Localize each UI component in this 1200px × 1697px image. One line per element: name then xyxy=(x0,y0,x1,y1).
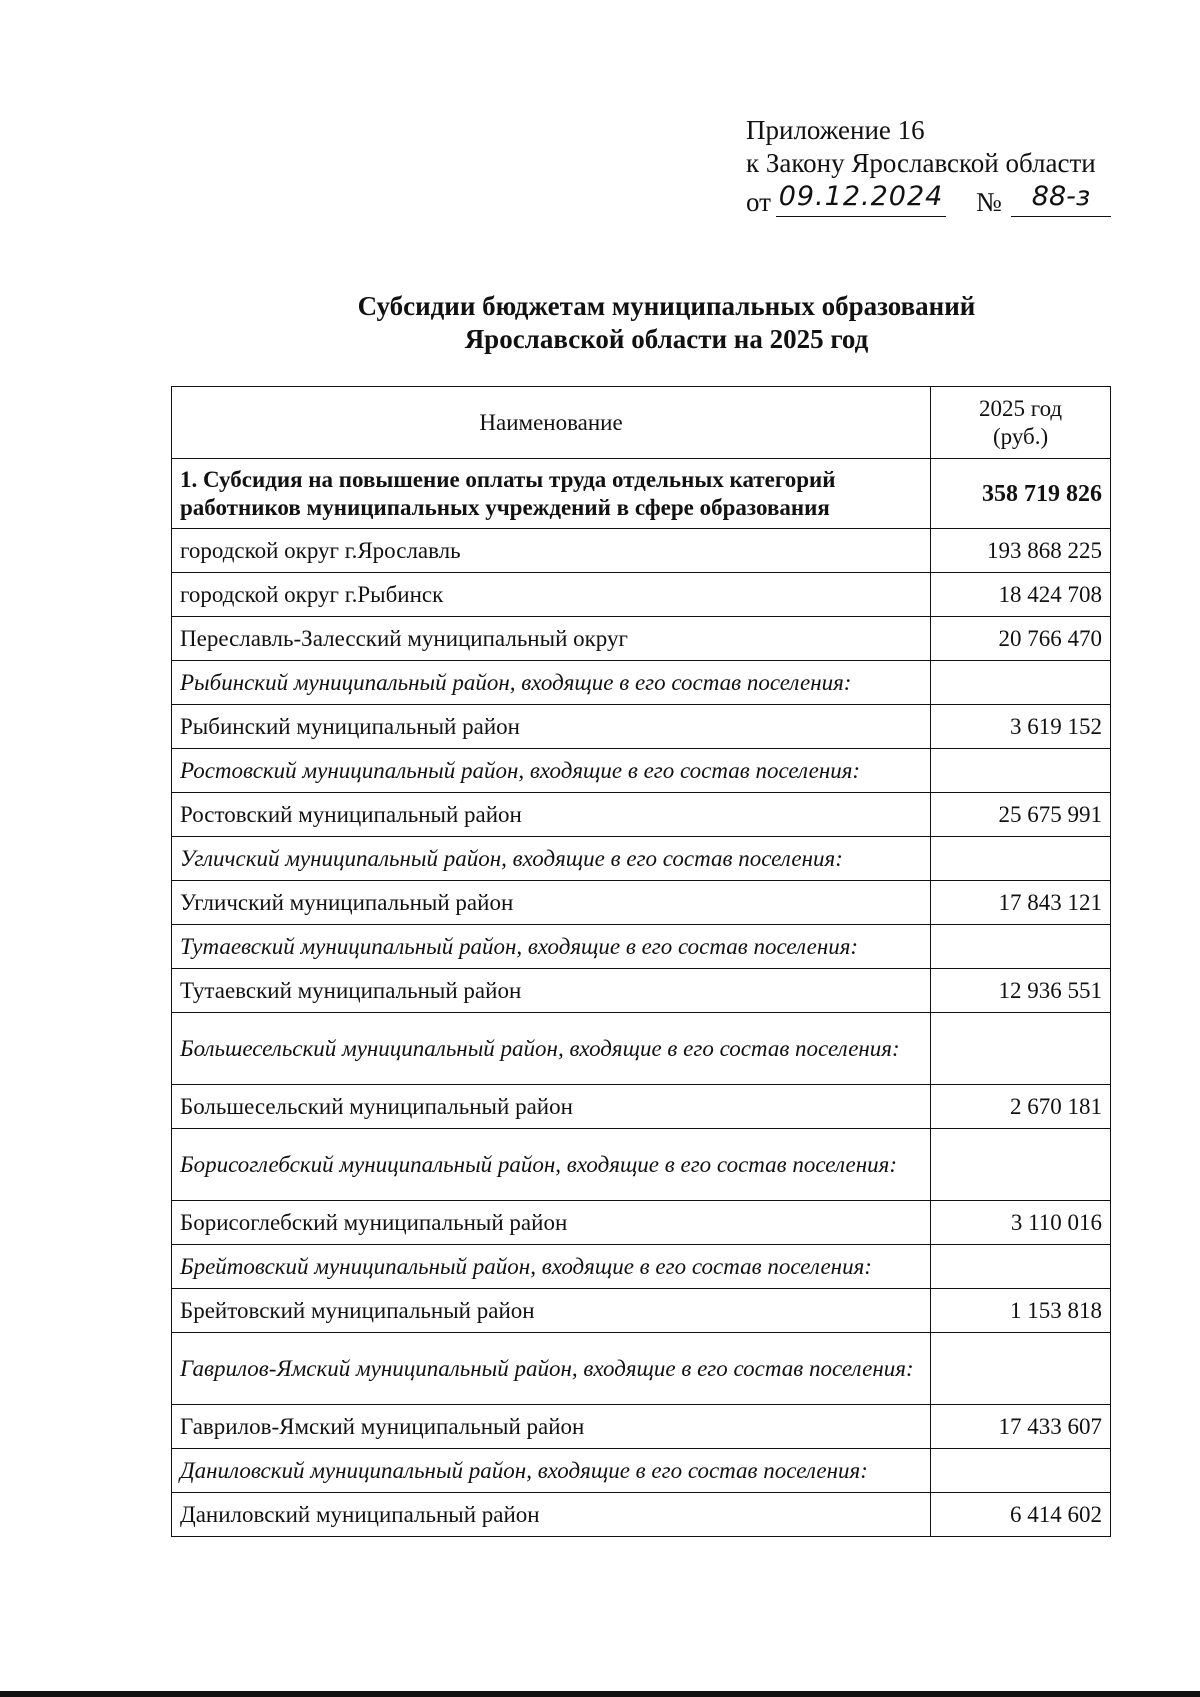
date-prefix: от xyxy=(746,187,771,217)
row-name: городской округ г.Рыбинск xyxy=(172,573,931,617)
table-row xyxy=(172,1245,1111,1289)
annex-line1: Приложение 16 xyxy=(746,115,925,145)
row-value: 193 868 225 xyxy=(931,529,1111,573)
row-name: Угличский муниципальный район, входящие в его состав поселения: xyxy=(172,837,931,881)
table-row xyxy=(172,705,1111,749)
title-line2: Ярославской области на 2025 год xyxy=(464,324,869,354)
table-row xyxy=(172,1201,1111,1245)
handwritten-date: 09.12.2024 xyxy=(776,180,946,217)
row-name: Тутаевский муниципальный район, входящие в его состав поселения: xyxy=(172,925,931,969)
row-value: 6 414 602 xyxy=(931,1493,1111,1537)
row-name: Угличский муниципальный район xyxy=(172,881,931,925)
table-row xyxy=(172,1129,1111,1201)
row-name: Борисоглебский муниципальный район xyxy=(172,1201,931,1245)
number-sign: № xyxy=(976,187,1002,217)
row-name: Брейтовский муниципальный район, входящие в его состав поселения: xyxy=(172,1245,931,1289)
row-value: 17 433 607 xyxy=(931,1405,1111,1449)
row-value: 17 843 121 xyxy=(931,881,1111,925)
table-row xyxy=(172,1085,1111,1129)
annex-date-line xyxy=(746,181,1096,226)
table-row xyxy=(172,661,1111,705)
table-row xyxy=(172,1449,1111,1493)
table-row xyxy=(172,573,1111,617)
annex-line2: к Закону Ярославской области xyxy=(746,148,1096,178)
page-bottom-edge xyxy=(0,1691,1200,1697)
row-name: 1. Субсидия на повышение оплаты труда отдельных категорий работников муниципальных учреждений в сфере образования xyxy=(172,459,931,529)
table-row xyxy=(172,925,1111,969)
row-value: 12 936 551 xyxy=(931,969,1111,1013)
handwritten-number: 88-з xyxy=(1011,180,1111,217)
header-name: Наименование xyxy=(172,387,931,459)
table-body xyxy=(172,459,1111,1537)
row-name: Тутаевский муниципальный район xyxy=(172,969,931,1013)
row-value: 3 619 152 xyxy=(931,705,1111,749)
row-name: Большесельский муниципальный район, входящие в его состав поселения: xyxy=(172,1013,931,1085)
row-value: 1 153 818 xyxy=(931,1289,1111,1333)
table-row xyxy=(172,969,1111,1013)
row-name: Борисоглебский муниципальный район, входящие в его состав поселения: xyxy=(172,1129,931,1201)
title-line1: Субсидии бюджетам муниципальных образований xyxy=(357,291,976,321)
header-value xyxy=(931,387,1111,459)
row-name: городской округ г.Ярославль xyxy=(172,529,931,573)
header-value-unit: (руб.) xyxy=(992,423,1049,449)
table-row xyxy=(172,881,1111,925)
row-value xyxy=(931,925,1111,969)
row-name: Рыбинский муниципальный район xyxy=(172,705,931,749)
row-value xyxy=(931,1245,1111,1289)
annex-block xyxy=(746,114,1096,226)
row-value xyxy=(931,661,1111,705)
table-header-row xyxy=(172,387,1111,459)
row-name: Рыбинский муниципальный район, входящие в его состав поселения: xyxy=(172,661,931,705)
document-title xyxy=(0,290,1200,356)
table-row xyxy=(172,1493,1111,1537)
table-row xyxy=(172,1289,1111,1333)
row-value xyxy=(931,749,1111,793)
row-value: 25 675 991 xyxy=(931,793,1111,837)
row-name: Гаврилов-Ямский муниципальный район xyxy=(172,1405,931,1449)
table-row xyxy=(172,459,1111,529)
row-name: Ростовский муниципальный район xyxy=(172,793,931,837)
row-value xyxy=(931,837,1111,881)
table-row xyxy=(172,1333,1111,1405)
row-name: Даниловский муниципальный район, входящие в его состав поселения: xyxy=(172,1449,931,1493)
row-value: 358 719 826 xyxy=(931,459,1111,529)
row-value xyxy=(931,1013,1111,1085)
row-name: Ростовский муниципальный район, входящие в его состав поселения: xyxy=(172,749,931,793)
table-row xyxy=(172,1013,1111,1085)
row-name: Переславль-Залесский муниципальный округ xyxy=(172,617,931,661)
row-value xyxy=(931,1129,1111,1201)
row-name: Гаврилов-Ямский муниципальный район, входящие в его состав поселения: xyxy=(172,1333,931,1405)
table-row xyxy=(172,1405,1111,1449)
table-row xyxy=(172,793,1111,837)
table-row xyxy=(172,837,1111,881)
row-value: 18 424 708 xyxy=(931,573,1111,617)
row-name: Большесельский муниципальный район xyxy=(172,1085,931,1129)
table-row xyxy=(172,529,1111,573)
row-value: 20 766 470 xyxy=(931,617,1111,661)
row-value xyxy=(931,1449,1111,1493)
table-row xyxy=(172,749,1111,793)
row-value: 2 670 181 xyxy=(931,1085,1111,1129)
row-name: Даниловский муниципальный район xyxy=(172,1493,931,1537)
row-value: 3 110 016 xyxy=(931,1201,1111,1245)
row-name: Брейтовский муниципальный район xyxy=(172,1289,931,1333)
subsidy-table xyxy=(171,386,1111,1537)
header-value-year: 2025 год xyxy=(978,395,1063,421)
table-row xyxy=(172,617,1111,661)
row-value xyxy=(931,1333,1111,1405)
